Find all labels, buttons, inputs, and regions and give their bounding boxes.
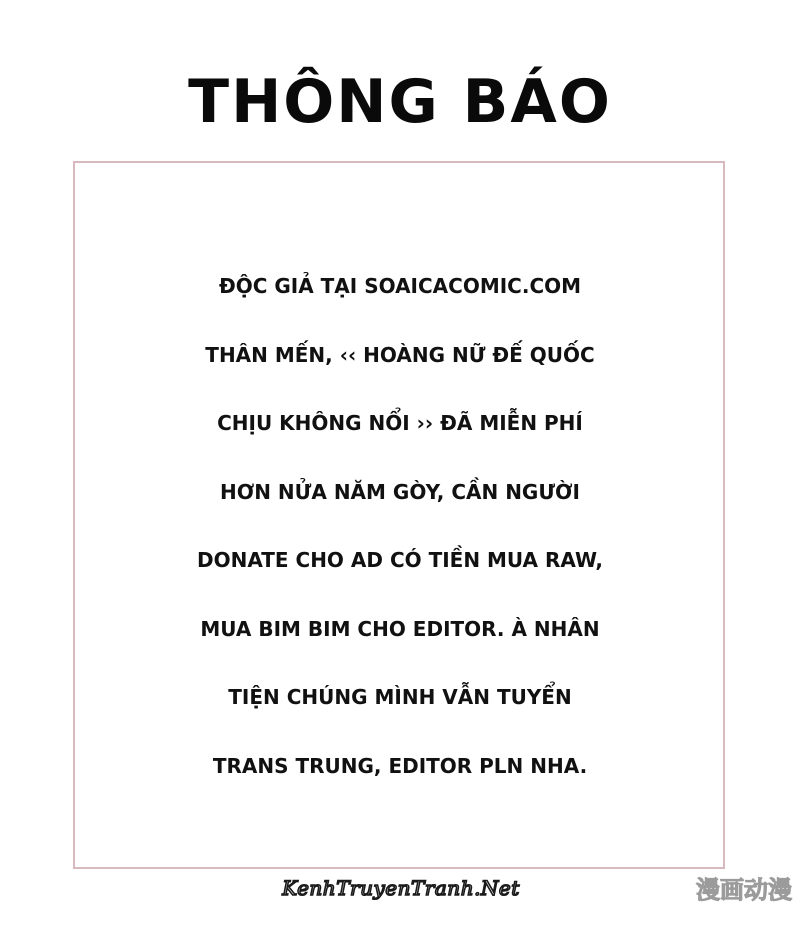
- corner-logo: 漫画动漫: [696, 876, 792, 904]
- notice-line: MUA BIM BIM CHO EDITOR. À NHÂN: [200, 616, 600, 641]
- notice-line: THÂN MẾN, ‹‹ HOÀNG NỮ ĐẾ QUỐC: [205, 342, 595, 367]
- notice-line: TIỆN CHÚNG MÌNH VẪN TUYỂN: [228, 685, 572, 709]
- notice-line: DONATE CHO AD CÓ TIỀN MUA RAW,: [196, 548, 604, 572]
- notice-line: HƠN NỬA NĂM GÒY, CẦN NGƯỜI: [220, 479, 580, 504]
- notice-title: THÔNG BÁO: [188, 67, 612, 137]
- notice-body: [75, 252, 725, 800]
- notice-line: CHỊU KHÔNG NỔI ›› ĐÃ MIỄN PHÍ: [217, 411, 583, 435]
- notice-line: ĐỘC GIẢ TẠI SOAICACOMIC.COM: [218, 274, 582, 298]
- site-watermark: KenhTruyenTranh.Net: [282, 876, 520, 900]
- notice-line: TRANS TRUNG, EDITOR PLN NHA.: [212, 753, 588, 778]
